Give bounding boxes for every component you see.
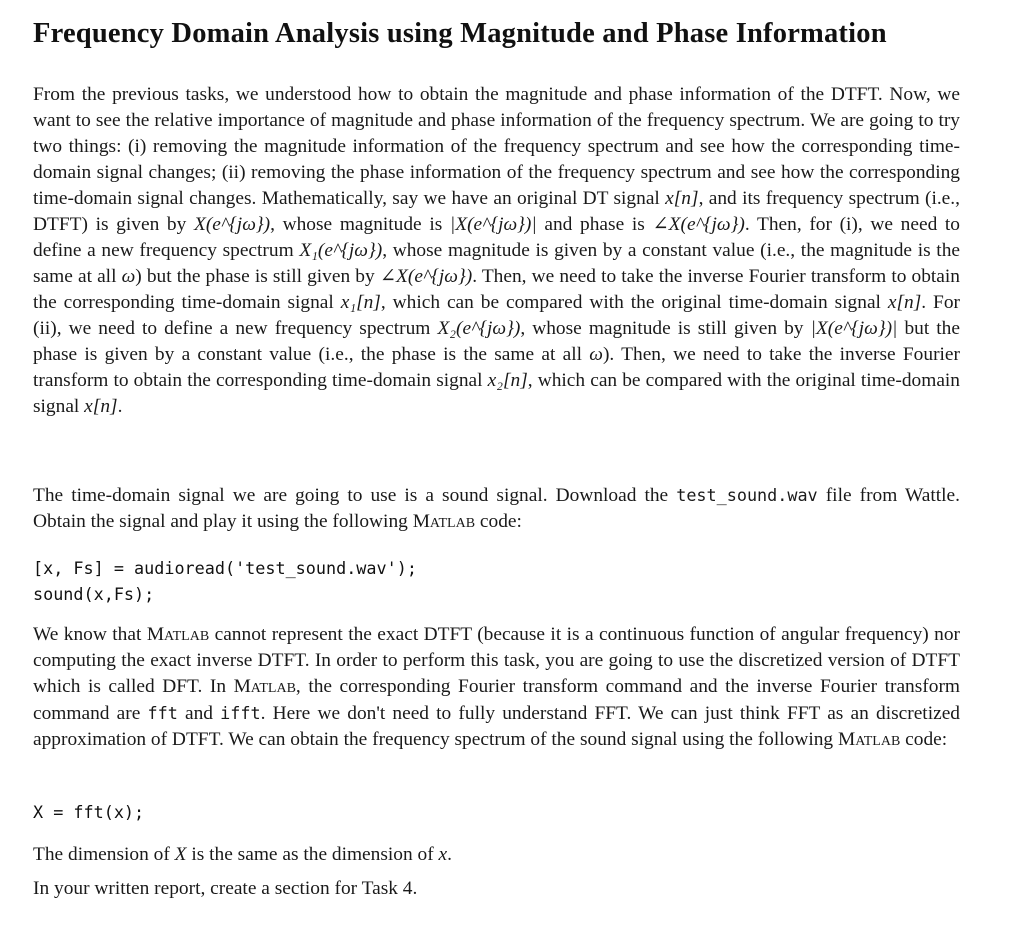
math-x-n: x[n] (887, 292, 922, 313)
code-line-audioread: [x, Fs] = audioread('test_sound.wav'); (33, 558, 417, 578)
text-run: , whose magnitude is (270, 214, 450, 235)
text-run: but the phase is given by a constant value (i.e., the phase is the same at all (33, 318, 960, 365)
text-run: code: (900, 729, 948, 750)
page-title: Frequency Domain Analysis using Magnitude and Phase Information (33, 18, 887, 49)
text-run: We know that (33, 624, 147, 645)
dft-paragraph (33, 622, 960, 753)
math-dtft: X(e^{jω}) (193, 214, 271, 235)
math-X: X (174, 844, 187, 865)
math-x-n: x[n] (665, 188, 699, 209)
text-run: code: (475, 511, 522, 532)
text-run: cannot represent the exact DTFT (because it is a continuous function of angular frequency) nor computing the exact inverse DTFT. In order to perform this task, you are going to use the discretized version of DTFT which is called DFT. In (33, 624, 960, 697)
text-run: The time-domain signal we are going to use is a sound signal. Download the (33, 485, 677, 506)
intro-paragraph (33, 82, 960, 420)
matlab-name: Matlab (146, 624, 210, 645)
text-run: file from Wattle. Obtain the signal and play it using the following (33, 485, 960, 532)
math-phase: ∠X(e^{jω}) (652, 214, 745, 235)
text-run: . For (ii), we need to define a new frequency spectrum (33, 292, 960, 339)
matlab-name: Matlab (412, 511, 476, 532)
math-magnitude: |X(e^{jω})| (449, 214, 537, 235)
math-x: x (438, 844, 448, 865)
math-x1-n: x₁[n] (340, 292, 381, 313)
text-run: , which can be compared with the original time-domain signal (33, 370, 961, 417)
math-x2-spectrum: X₂(e^{jω}) (437, 318, 521, 339)
text-run: From the previous tasks, we understood how to obtain the magnitude and phase information of the DTFT. Now, we want to see the relative importance of magnitude and phase information of the frequency spectrum. We are going to try two things: (i) removing the magnitude information of the frequency spectrum and see how the corresponding time-domain signal changes; (ii) removing the phase information of the frequency spectrum and see how the corresponding time-domain signal changes. Mathematically, say we have an original DT signal (33, 84, 960, 209)
math-magnitude: |X(e^{jω})| (810, 318, 898, 339)
code-line-sound: sound(x,Fs); (33, 584, 155, 604)
text-run: . (117, 396, 123, 417)
fft-code: fft (147, 703, 178, 723)
text-run: and (177, 703, 221, 724)
text-run: , whose magnitude is still given by (520, 318, 811, 339)
text-run: . (447, 844, 452, 865)
text-run: In your written report, create a section for Task 4. (33, 878, 418, 899)
ifft-code: ifft (220, 703, 261, 723)
math-x2-n: x₂[n] (487, 370, 528, 391)
text-run: The dimension of (33, 844, 175, 865)
sound-signal-paragraph (33, 482, 960, 535)
text-run: ) but the phase is still given by (135, 266, 380, 287)
dimension-paragraph (33, 842, 960, 868)
filename-code: test_sound.wav (676, 485, 818, 505)
text-run: is the same as the dimension of (186, 844, 439, 865)
math-phase: ∠X(e^{jω}) (379, 266, 473, 287)
math-x-n: x[n] (84, 396, 118, 417)
matlab-name: Matlab (233, 676, 296, 697)
text-run: . Here we don't need to fully understand FFT. We can just think FFT as an discretized approximation of DTFT. We can obtain the frequency spectrum of the sound signal using the following (33, 703, 960, 750)
matlab-name: Matlab (837, 729, 901, 750)
text-run: , the corresponding Fourier transform command and the inverse Fourier transform command are (33, 676, 960, 724)
text-run: , and its frequency spectrum (i.e., DTFT) is given by (33, 188, 960, 235)
report-instruction (33, 876, 960, 902)
text-run: . Then, we need to take the inverse Fourier transform to obtain the corresponding time-domain signal (33, 266, 960, 313)
text-run: , whose magnitude is given by a constant value (i.e., the magnitude is the same at all (33, 240, 960, 287)
text-run: and phase is (536, 214, 653, 235)
text-run: . Then, for (i), we need to define a new frequency spectrum (33, 214, 961, 261)
math-omega: ω (589, 344, 603, 365)
text-run: , which can be compared with the original time-domain signal (380, 292, 888, 313)
code-line-fft: X = fft(x); (33, 802, 145, 822)
math-omega: ω (121, 266, 136, 287)
math-x1-spectrum: X₁(e^{jω}) (299, 240, 383, 261)
text-run: ). Then, we need to take the inverse Fourier transform to obtain the corresponding time-domain signal (33, 344, 960, 391)
